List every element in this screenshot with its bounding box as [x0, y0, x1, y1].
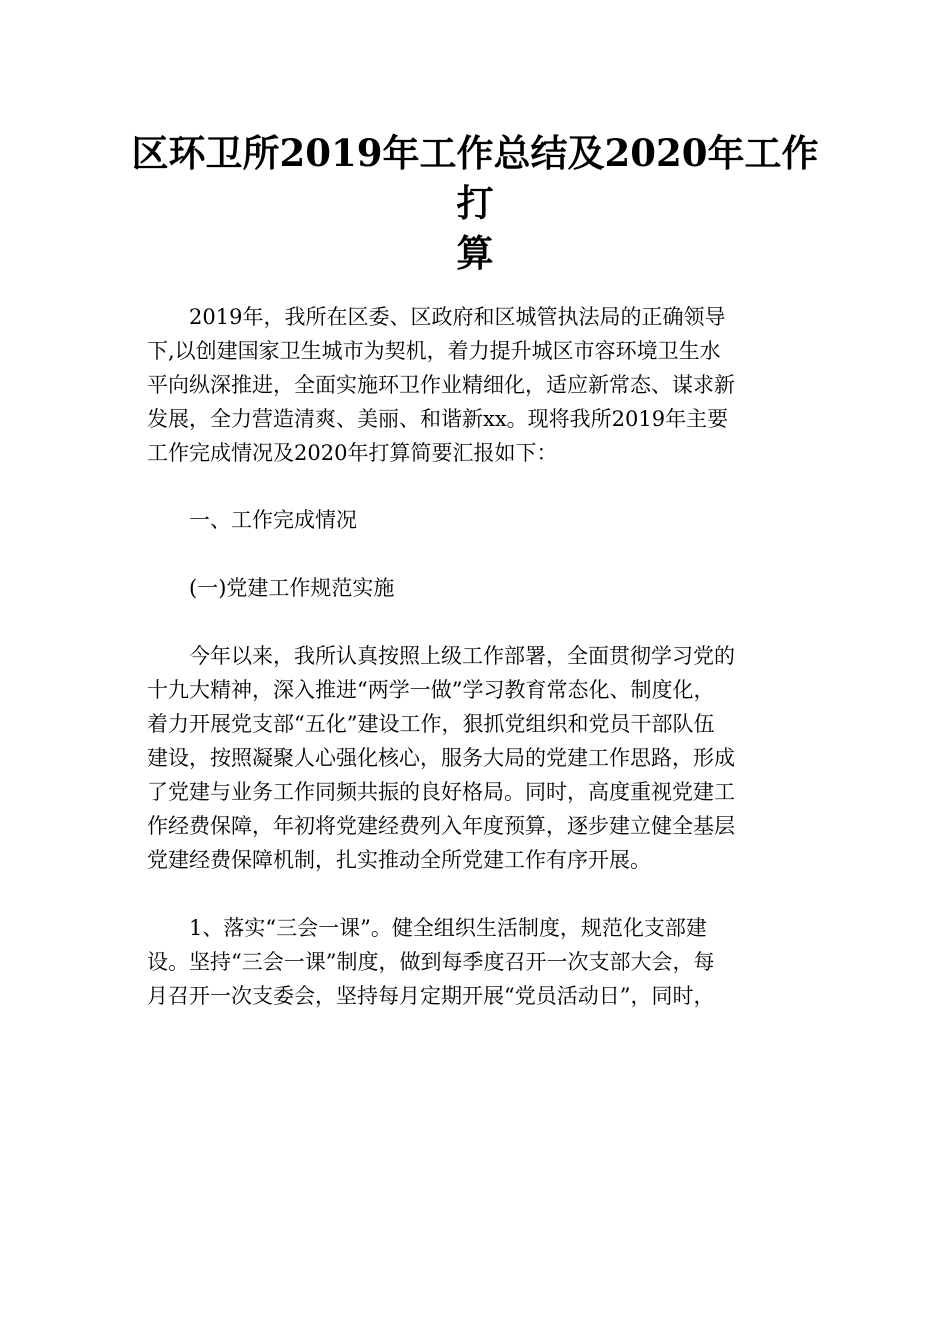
text-line: 了党建与业务工作同频共振的良好格局。同时，高度重视党建工	[147, 780, 735, 804]
document-title	[130, 128, 820, 278]
text-line: 平向纵深推进，全面实施环卫作业精细化，适应新常态、谋求新	[147, 373, 735, 397]
text-line: 建设，按照凝聚人心强化核心，服务大局的党建工作思路，形成	[147, 746, 735, 770]
text-line: 着力开展党支部“五化”建设工作，狠抓党组织和党员干部队伍	[147, 712, 715, 736]
paragraph-three-meetings	[147, 911, 807, 1013]
text-line: 2019年，我所在区委、区政府和区城管执法局的正确领导	[147, 305, 726, 329]
title-line-2: 算	[456, 231, 494, 275]
paragraph-party-building	[147, 639, 807, 877]
text-line: 今年以来，我所认真按照上级工作部署，全面贯彻学习党的	[147, 644, 735, 668]
document-body	[147, 300, 807, 1013]
text-line: 十九大精神，深入推进“两学一做”学习教育常态化、制度化，	[147, 678, 715, 702]
text-line: (一)党建工作规范实施	[147, 576, 395, 600]
section-heading-1	[147, 503, 807, 537]
text-line: 发展，全力营造清爽、美丽、和谐新xx。现将我所2019年主要	[147, 407, 729, 431]
text-line: 月召开一次支委会，坚持每月定期开展“党员活动日”，同时，	[147, 984, 715, 1008]
text-line: 工作完成情况及2020年打算简要汇报如下：	[147, 441, 558, 465]
subsection-heading-1	[147, 571, 807, 605]
text-line: 党建经费保障机制，扎实推动全所党建工作有序开展。	[147, 848, 651, 872]
text-line: 设。坚持“三会一课”制度，做到每季度召开一次支部大会，每	[147, 950, 715, 974]
title-line-1: 区环卫所2019年工作总结及2020年工作打	[131, 131, 819, 225]
text-line: 1、落实“三会一课”。健全组织生活制度，规范化支部建	[147, 916, 707, 940]
text-line: 作经费保障，年初将党建经费列入年度预算，逐步建立健全基层	[147, 814, 735, 838]
text-line: 下,以创建国家卫生城市为契机，着力提升城区市容环境卫生水	[147, 339, 721, 363]
paragraph-intro	[147, 300, 807, 470]
text-line: 一、工作完成情况	[147, 508, 357, 532]
